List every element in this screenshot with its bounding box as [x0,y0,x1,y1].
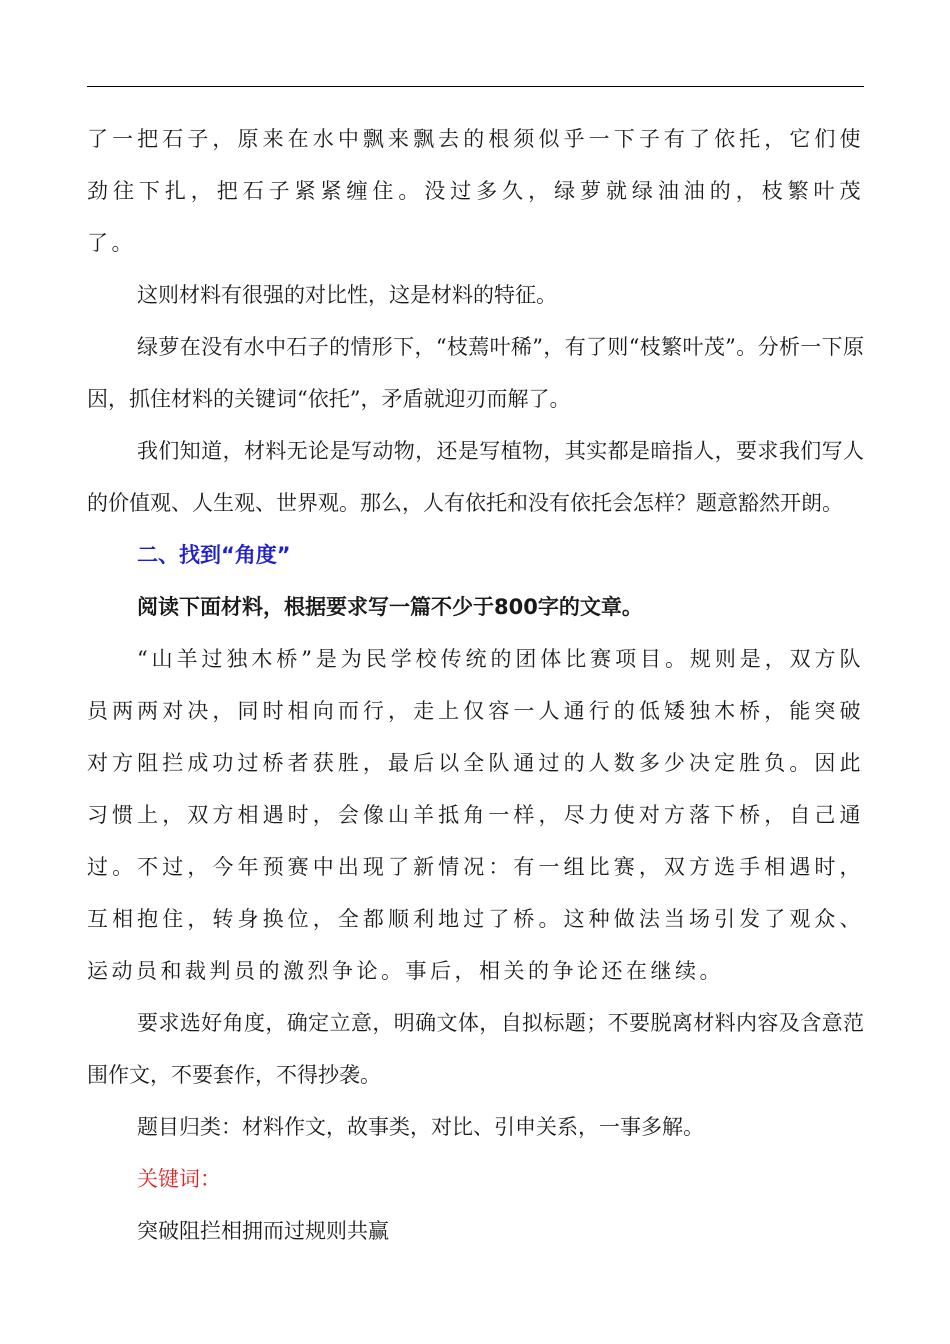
header-rule [87,86,864,87]
classification-text: 题目归类：材料作文，故事类，对比、引申关系，一事多解。 [137,1115,704,1139]
keywords-text: 突破阻拦相拥而过规则共赢 [137,1219,389,1243]
paragraph-continuation: 了一把石子，原来在水中飘来飘去的根须似乎一下子有了依托，它们使劲往下扎，把石子紧紧缠住。没过多久，绿萝就绿油油的，枝繁叶茂了。 [87,127,864,255]
requirements-text: 要求选好角度，确定立意，明确文体，自拟标题；不要脱离材料内容及含意范围作文，不要套作，不得抄袭。 [87,1011,864,1087]
task-instruction: 阅读下面材料，根据要求写一篇不少于800字的文章。 [137,595,643,619]
document-body [87,113,864,1257]
section-heading: 二、找到“角度” [137,543,291,567]
paragraph-analysis: 绿萝在没有水中石子的情形下，“枝蔫叶稀”，有了则“枝繁叶茂”。分析一下原因，抓住材料的关键词“依托”，矛盾就迎刃而解了。 [87,335,864,411]
material-text: “山羊过独木桥”是为民学校传统的团体比赛项目。规则是，双方队员两两对决，同时相向而行，走上仅容一人通行的低矮独木桥，能突破对方阻拦成功过桥者获胜，最后以全队通过的人数多少决定胜负。因此习惯上，双方相遇时，会像山羊抵角一样，尽力使对方落下桥，自己通过。不过，今年预赛中出现了新情况：有一组比赛，双方选手相遇时，互相抱住，转身换位，全都顺利地过了桥。这种做法当场引发了观众、运动员和裁判员的激烈争论。事后，相关的争论还在继续。 [87,647,864,983]
paragraph-meaning: 我们知道，材料无论是写动物，还是写植物，其实都是暗指人，要求我们写人的价值观、人生观、世界观。那么，人有依托和没有依托会怎样？题意豁然开朗。 [87,439,864,515]
keywords-label: 关键词： [137,1167,221,1191]
paragraph-contrast: 这则材料有很强的对比性，这是材料的特征。 [137,283,557,307]
